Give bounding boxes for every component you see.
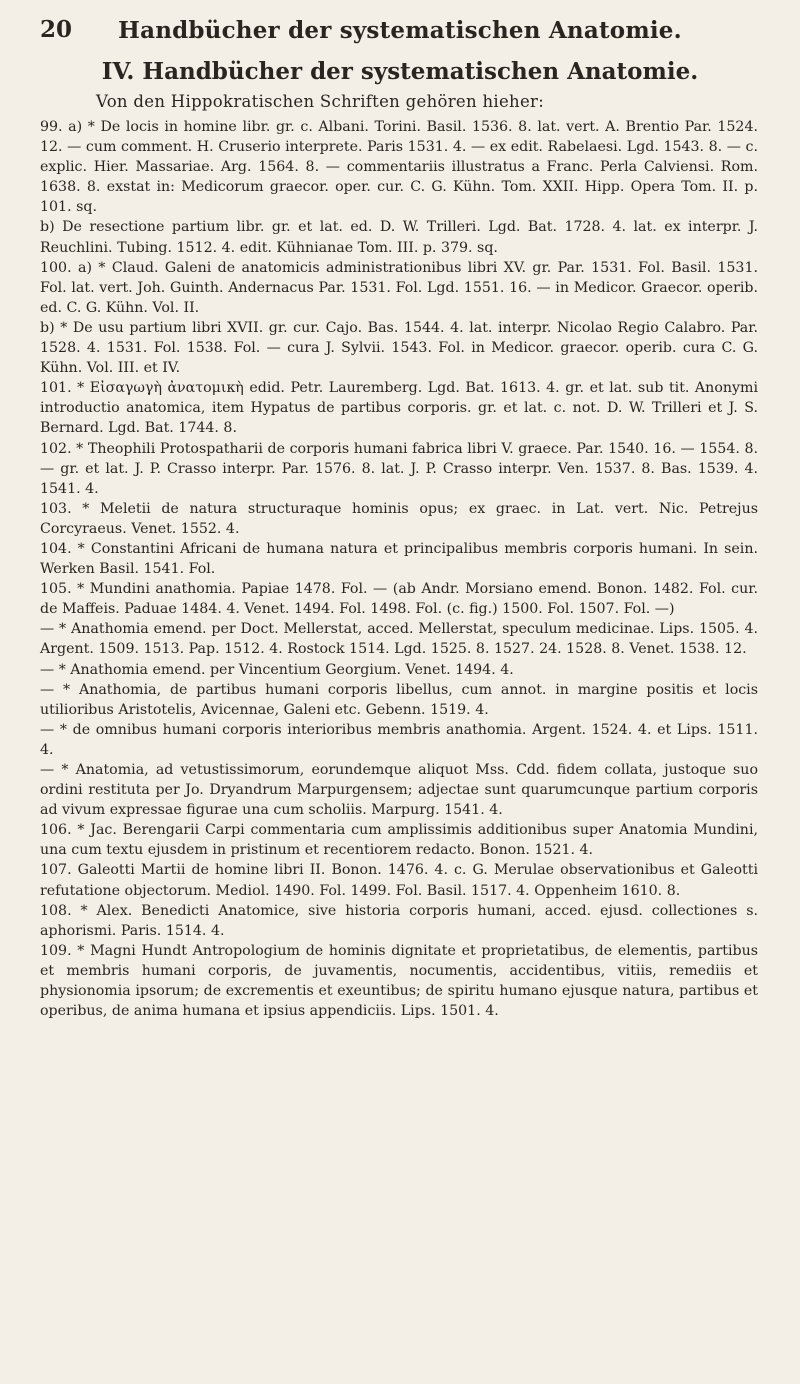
entry-105-interioribus: — * de omnibus humani corporis interioribus membris anathomia. Argent. 1524. 4. et Lips. 1511. 4. [40, 721, 758, 758]
bibliography-list [40, 117, 758, 1021]
entry-100b: b) * De usu partium libri XVII. gr. cur. Cajo. Bas. 1544. 4. lat. interpr. Nicolao Regio Calabro. Par. 1528. 4. 1531. Fol. 1538. Fol. — cura J. Sylvii. 1543. Fol. in Medicor. graecor. operib. cura C. G. Kühn. Vol. III. et IV. [40, 319, 758, 377]
entry-107: 107. Galeotti Martii de homine libri II. Bonon. 1476. 4. c. G. Merulae observationibus et Galeotti refutatione objectorum. Mediol. 1490. Fol. 1499. Fol. Basil. 1517. 4. Oppenheim 1610. 8. [40, 862, 758, 899]
entry-100a: 100. a) * Claud. Galeni de anatomicis administrationibus libri XV. gr. Par. 1531. Fol. Basil. 1531. Fol. lat. vert. Joh. Guinth. Andernacus Par. 1531. Fol. Lgd. 1551. 16. — in Medicor. Graecor. operib. ed. C. G. Kühn. Vol. II. [40, 259, 758, 316]
entry-99b: b) De resectione partium libr. gr. et lat. ed. D. W. Trilleri. Lgd. Bat. 1728. 4. lat. ex interpr. J. Reuchlini. Tubing. 1512. 4. edit. Kühnianae Tom. III. p. 379. sq. [40, 219, 758, 256]
entry-99a: 99. a) * De locis in homine libr. gr. c. Albani. Torini. Basil. 1536. 8. lat. vert. A. Brentio Par. 1524. 12. — cum comment. H. Cruserio interprete. Paris 1531. 4. — ex edit. Rabelaesi. Lgd. 1543. 8. — c. explic. Hier. Massariae. Arg. 1564. 8. — commentariis illustratus a Franc. Perla Calviensi. Rom. 1638. 8. exstat in: Medicorum graecor. oper. cur. C. G. Kühn. Tom. XXII. Hipp. Opera Tom. II. p. 101. sq. [40, 119, 758, 216]
running-head: Handbücher der systematischen Anatomie. [118, 17, 682, 44]
page-header [40, 16, 760, 48]
entry-105-mellerstat: — * Anathomia emend. per Doct. Mellerstat, acced. Mellerstat, speculum medicinae. Lips. 1505. 4. Argent. 1509. 1513. Pap. 1512. 4. Rostock 1514. Lgd. 1525. 8. 1527. 24. 1528. 8. Venet. 1538. 12. [40, 621, 758, 658]
entry-106: 106. * Jac. Berengarii Carpi commentaria cum amplissimis additionibus super Anatomia Mundini, una cum textu ejusdem in pristinum et recentiorem redacto. Bonon. 1521. 4. [40, 822, 758, 859]
entry-101: 101. * Εἰσαγωγὴ ἀνατομικὴ edid. Petr. Lauremberg. Lgd. Bat. 1613. 4. gr. et lat. sub tit. Anonymi introductio anatomica, item Hypatus de partibus corporis. gr. et lat. c. not. D. W. Trilleri et J. S. Bernard. Lgd. Bat. 1744. 8. [40, 380, 758, 437]
entry-102: 102. * Theophili Protospatharii de corporis humani fabrica libri V. graece. Par. 1540. 16. — 1554. 8. — gr. et lat. J. P. Crasso interpr. Par. 1576. 8. lat. J. P. Crasso interpr. Ven. 1537. 8. Bas. 1539. 4. 1541. 4. [40, 440, 758, 497]
entry-109: 109. * Magni Hundt Antropologium de hominis dignitate et proprietatibus, de elementis, partibus et membris humani corporis, de juvamentis, nocumentis, accidentibus, vitiis, remediis et physionomia ipsorum; de excrementis et exeuntibus; de spiritu humano ejusque natura, partibus et operibus, de anima humana et ipsius appendiciis. Lips. 1501. 4. [40, 942, 758, 1020]
entry-105-libellus: — * Anathomia, de partibus humani corporis libellus, cum annot. in margine positis et locis utilioribus Aristotelis, Avicennae, Galeni etc. Gebenn. 1519. 4. [40, 681, 758, 718]
page-number: 20 [40, 16, 73, 43]
section-intro: Von den Hippokratischen Schriften gehören hieher: [96, 92, 545, 111]
entry-108: 108. * Alex. Benedicti Anatomice, sive historia corporis humani, acced. ejusd. collectiones s. aphorismi. Paris. 1514. 4. [40, 902, 758, 939]
entry-105: 105. * Mundini anathomia. Papiae 1478. Fol. — (ab Andr. Morsiano emend. Bonon. 1482. Fol. cur. de Maffeis. Paduae 1484. 4. Venet. 1494. Fol. 1498. Fol. (c. fig.) 1500. Fol. 1507. Fol. —) [40, 581, 758, 618]
entry-104: 104. * Constantini Africani de humana natura et principalibus membris corporis humani. In sein. Werken Basil. 1541. Fol. [40, 540, 758, 578]
section-title: IV. Handbücher der systematischen Anatomie. [101, 58, 699, 85]
entry-105-georgium: — * Anathomia emend. per Vincentium Georgium. Venet. 1494. 4. [40, 661, 514, 678]
entry-105-dryander: — * Anatomia, ad vetustissimorum, eorundemque aliquot Mss. Cdd. fidem collata, justoque suo ordini restituta per Jo. Dryandrum Marpurgensem; adjectae sunt quarumcunque partium corporis ad vivum expressae figurae una cum scholiis. Marpurg. 1541. 4. [40, 762, 758, 819]
entry-103: 103. * Meletii de natura structuraque hominis opus; ex graec. in Lat. vert. Nic. Petrejus Corcyraeus. Venet. 1552. 4. [40, 500, 758, 537]
